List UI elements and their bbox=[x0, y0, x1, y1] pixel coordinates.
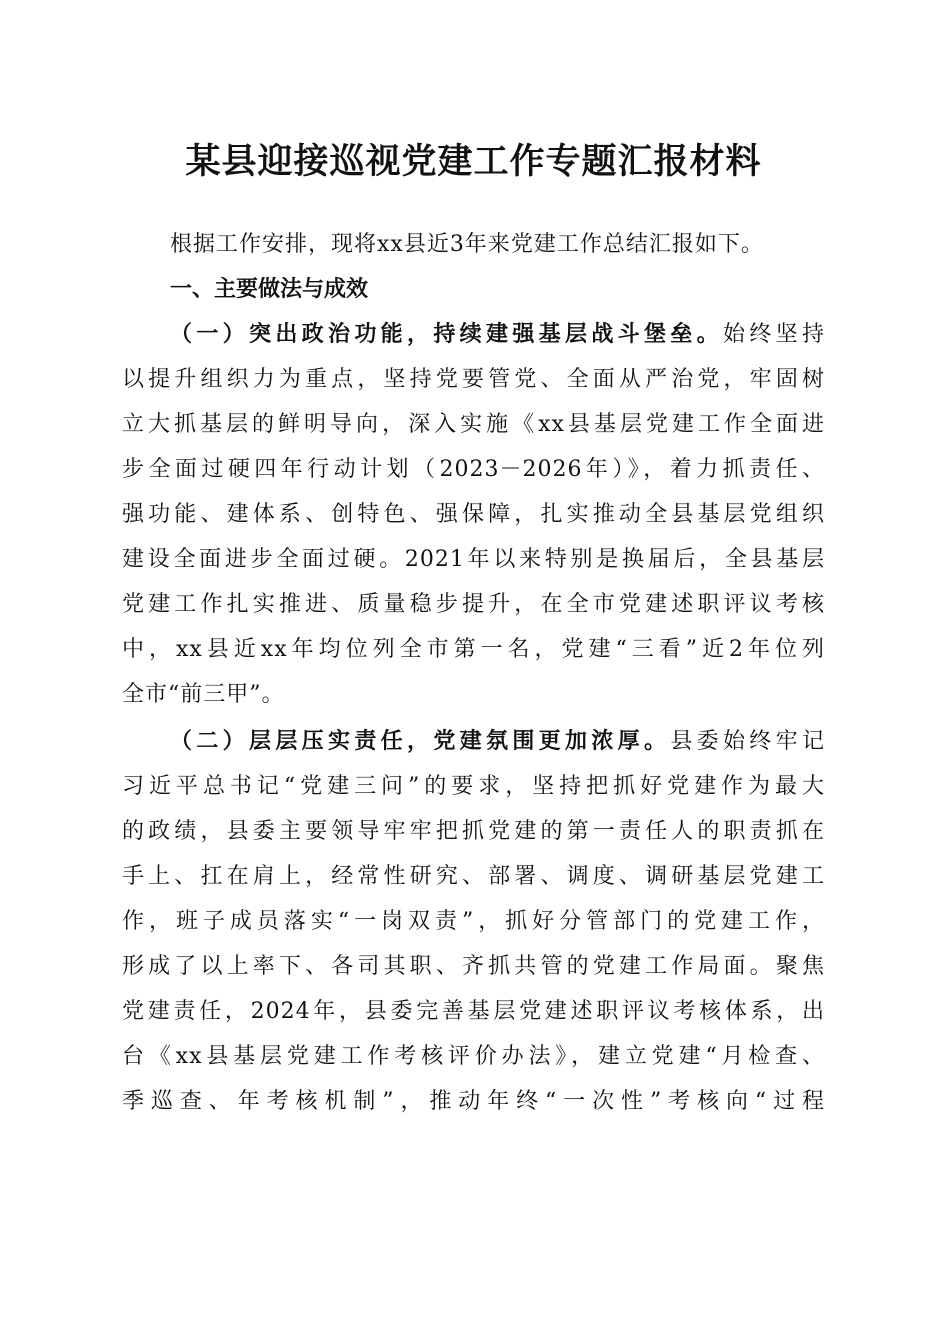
paragraph-line: 习近平总书记“党建三问”的要求，坚持把抓好党建作为最大 bbox=[122, 774, 825, 799]
paragraph-line bbox=[122, 312, 825, 357]
paragraph-line: 党建责任，2024年，县委完善基层党建述职评议考核体系，出 bbox=[122, 999, 825, 1024]
paragraph-text: 县委始终牢记 bbox=[670, 729, 825, 754]
paragraph-line: 党建工作扎实推进、质量稳步提升，在全市党建述职评议考核 bbox=[122, 592, 825, 617]
section-heading: 一、主要做法与成效 bbox=[170, 277, 369, 302]
paragraph-line: 形成了以上率下、各司其职、齐抓共管的党建工作局面。聚焦 bbox=[122, 954, 825, 979]
paragraph-line: 台《xx县基层党建工作考核评价办法》，建立党建“月检查、 bbox=[122, 1044, 825, 1069]
paragraph-2 bbox=[122, 719, 825, 1124]
paragraph-line: 全市“前三甲”。 bbox=[122, 682, 285, 707]
intro-paragraph: 根据工作安排，现将xx县近3年来党建工作总结汇报如下。 bbox=[170, 232, 764, 257]
paragraph-line: 手上、扛在肩上，经常性研究、部署、调度、调研基层党建工 bbox=[122, 864, 825, 889]
paragraph-lead: （一）突出政治功能，持续建强基层战斗堡垒。 bbox=[170, 321, 723, 347]
paragraph-line: 建设全面进步全面过硬。2021年以来特别是换届后，全县基层 bbox=[122, 547, 825, 572]
paragraph-line bbox=[122, 719, 825, 764]
document-title: 某县迎接巡视党建工作专题汇报材料 bbox=[185, 141, 762, 182]
paragraph-1 bbox=[122, 312, 825, 717]
paragraph-line: 作，班子成员落实“一岗双责”，抓好分管部门的党建工作， bbox=[122, 909, 825, 934]
paragraph-line: 的政绩，县委主要领导牢牢把抓党建的第一责任人的职责抓在 bbox=[122, 819, 825, 844]
paragraph-line: 强功能、建体系、创特色、强保障，扎实推动全县基层党组织 bbox=[122, 502, 825, 527]
paragraph-text: 始终坚持 bbox=[722, 322, 825, 347]
paragraph-line: 以提升组织力为重点，坚持党要管党、全面从严治党，牢固树 bbox=[122, 367, 825, 392]
paragraph-line: 步全面过硬四年行动计划（2023－2026年）》，着力抓责任、 bbox=[122, 457, 825, 482]
paragraph-line: 季巡查、年考核机制”，推动年终“一次性”考核向“过程 bbox=[122, 1089, 825, 1114]
paragraph-line: 中，xx县近xx年均位列全市第一名，党建“三看”近2年位列 bbox=[122, 637, 825, 662]
paragraph-line: 立大抓基层的鲜明导向，深入实施《xx县基层党建工作全面进 bbox=[122, 412, 825, 437]
paragraph-lead: （二）层层压实责任，党建氛围更加浓厚。 bbox=[170, 728, 671, 754]
